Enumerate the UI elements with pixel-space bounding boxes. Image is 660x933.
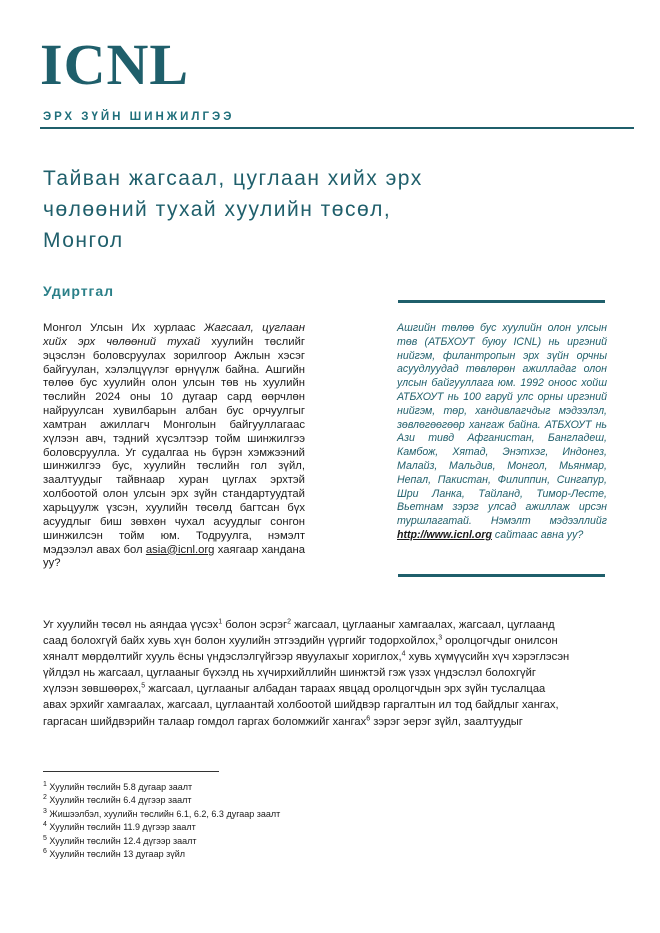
footnote: $^6$ Хуулийн төслийн 13 дугаар зүйл <box>43 848 185 860</box>
title-line: чөлөөний тухай хуулийн төсөл, <box>43 198 392 221</box>
body-paragraph <box>43 617 623 730</box>
body-line: авах эрхийг хамгаалах, жагсаал, цуглаантай холбоотой шийдвэр гаргалтын ил тод байдлыг хангах, <box>43 699 559 712</box>
document-type-label: ЭРХ ЗҮЙН ШИНЖИЛГЭЭ <box>43 111 235 123</box>
header-divider <box>40 127 634 129</box>
title-line: Тайван жагсаал, цуглаан хийх эрх <box>43 167 423 190</box>
footnote-divider <box>43 771 219 772</box>
footnote-ref: 1 <box>218 618 223 626</box>
footnote-ref: 2 <box>287 618 291 626</box>
body-line: хяналт мөрдөлтийг хууль ёсны үндэслэлгүйгээр явуулахыг хориглох,$^4$ хувь хүмүүсийн хүч хэрэглэсэн <box>43 650 570 664</box>
footnote: $^2$ Хуулийн төслийн 6.4 дүгээр заалт <box>43 794 192 806</box>
title-line: Монгол <box>43 229 124 252</box>
footnote-ref: 6 <box>366 714 371 722</box>
about-sidebar: Ашгийн төлөө бус хуулийн олон улсын төв (АТБХОУТ буюу ICNL) нь иргэний нийгэм, филантропын эрх зүйн орчны асуудлуудад төвлөрөн ажилладаг олон улсын байгууллага юм. 1992 оноос хойш АТБХОУТ нь 100 гаруй улс орны иргэний нийгэм, төр, хандивлагчдыг мэдээлэл, зөвлөгөөгөөр хангаж байна. АТБХОУТ нь Ази тивд Афганистан, Бангладеш, Камбож, Хятад, Энэтхэг, Индонез, Малайз, Мальдив, Монгол, Мьянмар, Непал, Пакистан, Филиппин, Сингапур, Шри Ланка, Тайланд, Тимор-Лесте, Вьетнам зэрэг улсад ажиллаж ирсэн туршлагатай. Нэмэлт мэдээллийг http://www.icnl.org сайтаас авна уу? <box>397 322 607 541</box>
sidebar-bottom-rule <box>398 574 605 577</box>
footnote: $^5$ Хуулийн төслийн 12.4 дүгээр заалт <box>43 834 197 846</box>
icnl-website-link[interactable]: http://www.icnl.org <box>397 528 492 541</box>
icnl-logo: ICNL <box>40 32 190 97</box>
footnotes <box>43 781 280 861</box>
body-line: саад болохгүй байх хувь хүн болон хуулийн этгээдийн үүргийг тодорхойлох,$^3$ оролцогчдыг онилсон <box>43 634 558 648</box>
intro-paragraph: Монгол Улсын Их хурлаас Жагсаал, цуглаан хийх эрх чөлөөний тухай хуулийн төслийг эцэслэн боловсруулах зорилгоор Ажлын хэсэг байгуулан, хэлэлцүүлэг өрнүүлж байна. Ашгийн төлөө бус хуулийн олон улсын төв нь хуулийн төслийн 2024 оны 10 дугаар сард өөрчлөн найруулсан хувилбарын албан бус орчуулгыг хамтран ажиллагч Монголын байгууллагаас хүлээн авч, тэдний хүсэлтээр тойм шинжилгээ боловсруулла. Уг судалгаа нь бүрэн хэмжээний шинжилгээ бус, хуулийн төслийн гол зүйл, заалтуудыг тайвнаар хуран цуглах эрхтэй холбоотой олон улсын эрх зүйн стандартуудтай харьцуулж үзсэн, хуулийн төсөлд багтсан бүх асуудлыг биш зөвхөн чухал асуудлыг сонгон шинжилсэн тойм юм. Тодруулга, нэмэлт мэдээлэл авах бол asia@icnl.org хаягаар хандана уу? <box>43 322 306 570</box>
footnote: $^1$ Хуулийн төслийн 5.8 дугаар заалт <box>43 781 193 792</box>
email-link[interactable]: asia@icnl.org <box>145 543 215 556</box>
sidebar-top-rule <box>398 300 605 303</box>
footnote-ref: 3 <box>438 634 443 642</box>
page-title <box>43 163 423 256</box>
body-line: Уг хуулийн төсөл нь аяндаа үүсэх$^1$ болон эсрэг$^2$ жагсаал, цуглааныг хамгаалах, жагсаал, цуглаанд <box>43 618 555 631</box>
body-line: үйлдэл нь жагсаал, цуглааныг бүхэлд нь хүчирхийллийн шинжтэй гэж үзэх үндэслэл болохгүйг <box>43 667 536 680</box>
body-line: гаргасан шийдвэрийн талаар гомдол гаргах боломжийг хангах$^6$ зэрэг эерэг зүйл, заалтуудыг <box>43 714 523 728</box>
footnote: $^3$ Жишээлбэл, хуулийн төслийн 6.1, 6.2, 6.3 дугаар заалт <box>43 807 281 819</box>
footnote: $^4$ Хуулийн төслийн 11.9 дүгээр заалт <box>43 821 196 833</box>
footnote-ref: 5 <box>141 682 146 690</box>
body-line: хүлээн зөвшөөрөх,$^5$ жагсаал, цуглааныг албадан тараах явцад оролцогчдын эрх зүйн туслалцаа <box>43 682 546 696</box>
section-heading: Удиртгал <box>43 283 115 299</box>
footnote-ref: 4 <box>401 650 406 658</box>
law-title: Жагсаал, цуглаан хийх эрх чөлөөний тухай <box>43 322 305 348</box>
